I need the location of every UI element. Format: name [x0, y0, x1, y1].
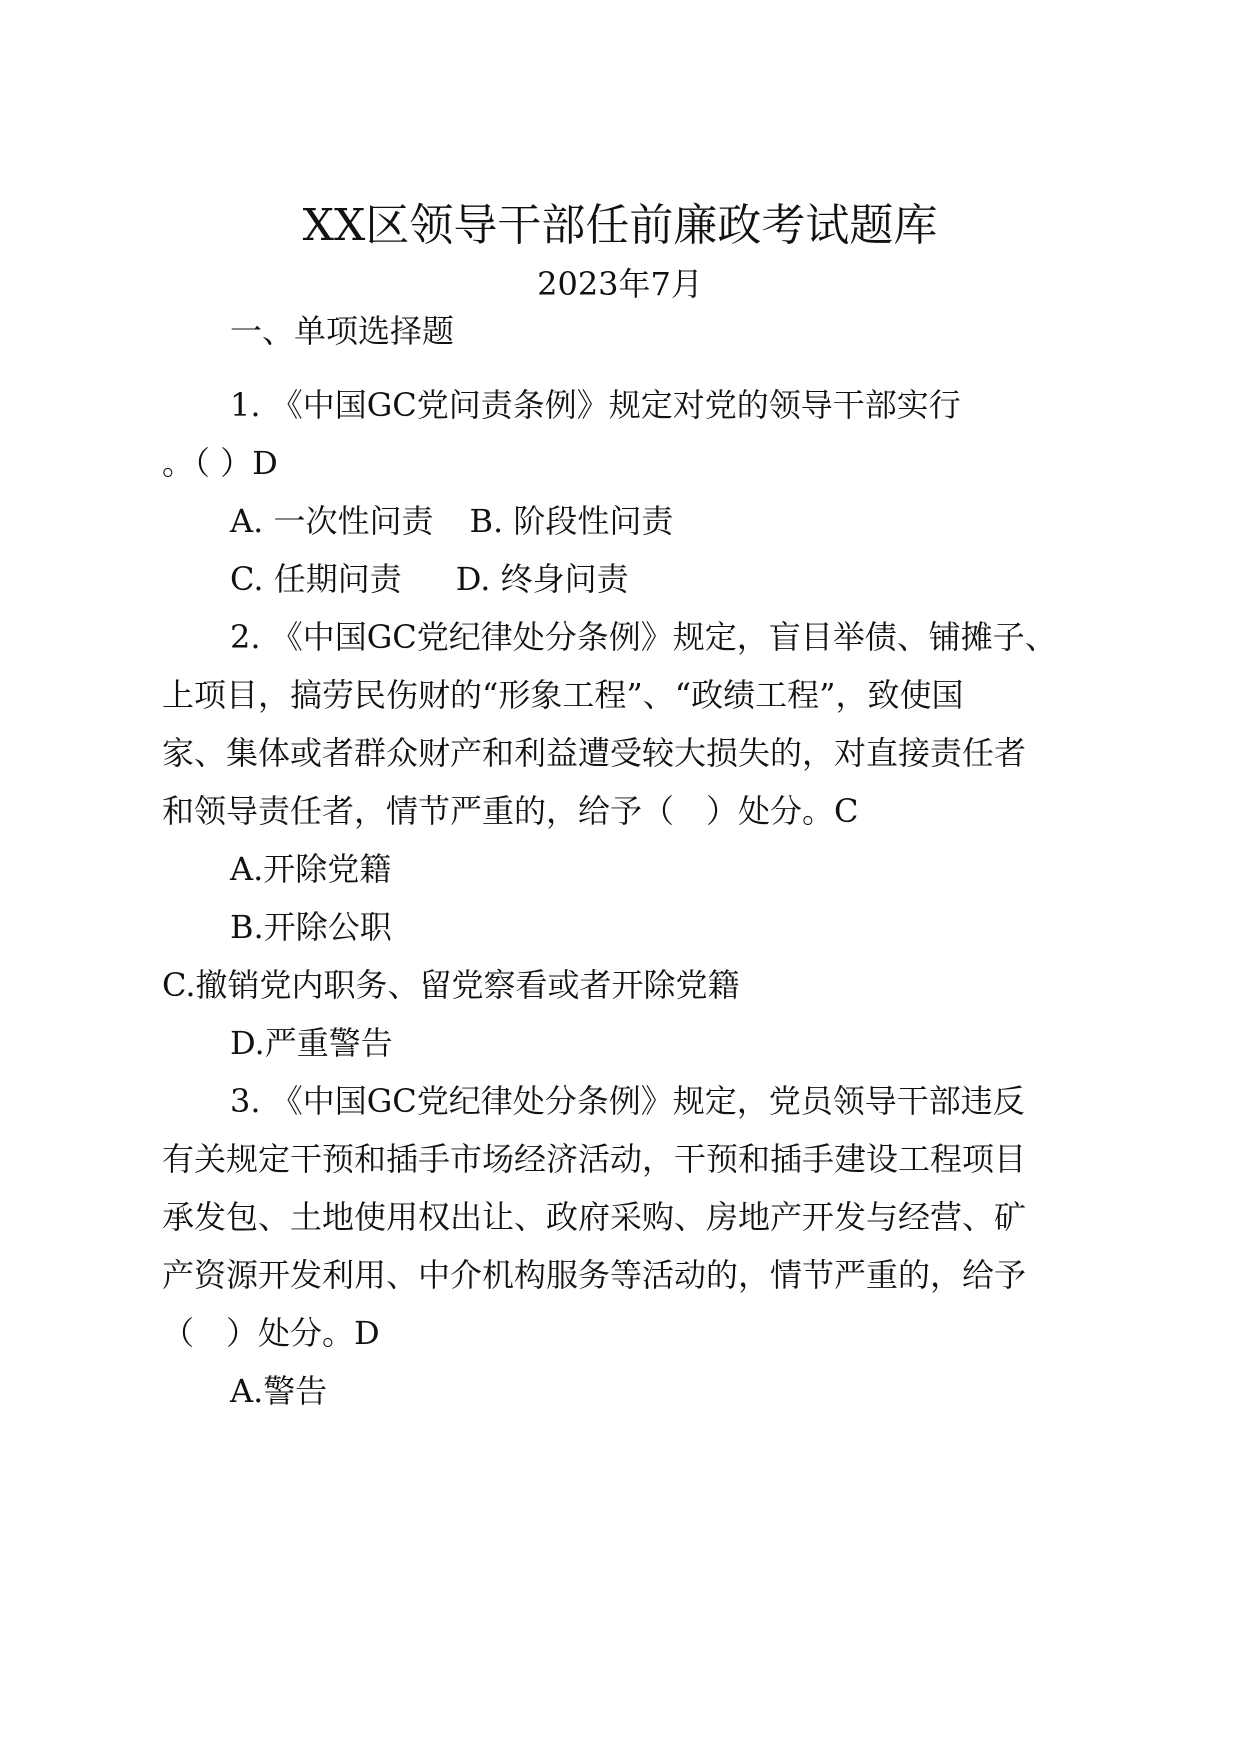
question-1-options-cd [230, 556, 629, 602]
question-2-option-a: A.开除党籍 [230, 850, 392, 888]
question-3-line-4: 产资源开发利用、中介机构服务等活动的，情节严重的，给予 [162, 1256, 1027, 1294]
section-heading: 一、单项选择题 [230, 312, 455, 350]
question-3-line-2: 有关规定干预和插手市场经济活动，干预和插手建设工程项目 [162, 1140, 1027, 1178]
question-1-option-c: C. 任期问责 [230, 560, 402, 598]
question-3-option-a: A.警告 [230, 1372, 328, 1410]
question-1-line-1: 1. 《中国GC党问责条例》规定对党的领导干部实行 [230, 386, 961, 424]
question-1-option-b: B. 阶段性问责 [469, 502, 674, 540]
question-2-option-c: C.撤销党内职务、留党察看或者开除党籍 [162, 966, 740, 1004]
question-1-line-2: 。（ ）D [162, 444, 278, 482]
question-2-line-2: 上项目，搞劳民伤财的“形象工程”、“政绩工程”，致使国 [162, 676, 964, 714]
question-2-line-4: 和领导责任者，情节严重的，给予（ ）处分。C [162, 792, 859, 830]
document-date: 2023年7月 [537, 265, 703, 303]
question-2-line-3: 家、集体或者群众财产和利益遭受较大损失的，对直接责任者 [162, 734, 1027, 772]
question-3-line-5: （ ）处分。D [162, 1314, 380, 1352]
question-1-options-ab [230, 498, 673, 544]
question-2-option-d: D.严重警告 [230, 1024, 393, 1062]
question-3-line-1: 3. 《中国GC党纪律处分条例》规定，党员领导干部违反 [230, 1082, 1025, 1120]
question-3-line-3: 承发包、土地使用权出让、政府采购、房地产开发与经营、矿 [162, 1198, 1027, 1236]
question-2-option-b: B.开除公职 [230, 908, 392, 946]
document-title: XX区领导干部任前廉政考试题库 [302, 200, 938, 251]
question-1-option-a: A. 一次性问责 [230, 502, 434, 540]
question-1-option-d: D. 终身问责 [455, 560, 629, 598]
question-2-line-1: 2. 《中国GC党纪律处分条例》规定，盲目举债、铺摊子、 [230, 618, 1057, 656]
